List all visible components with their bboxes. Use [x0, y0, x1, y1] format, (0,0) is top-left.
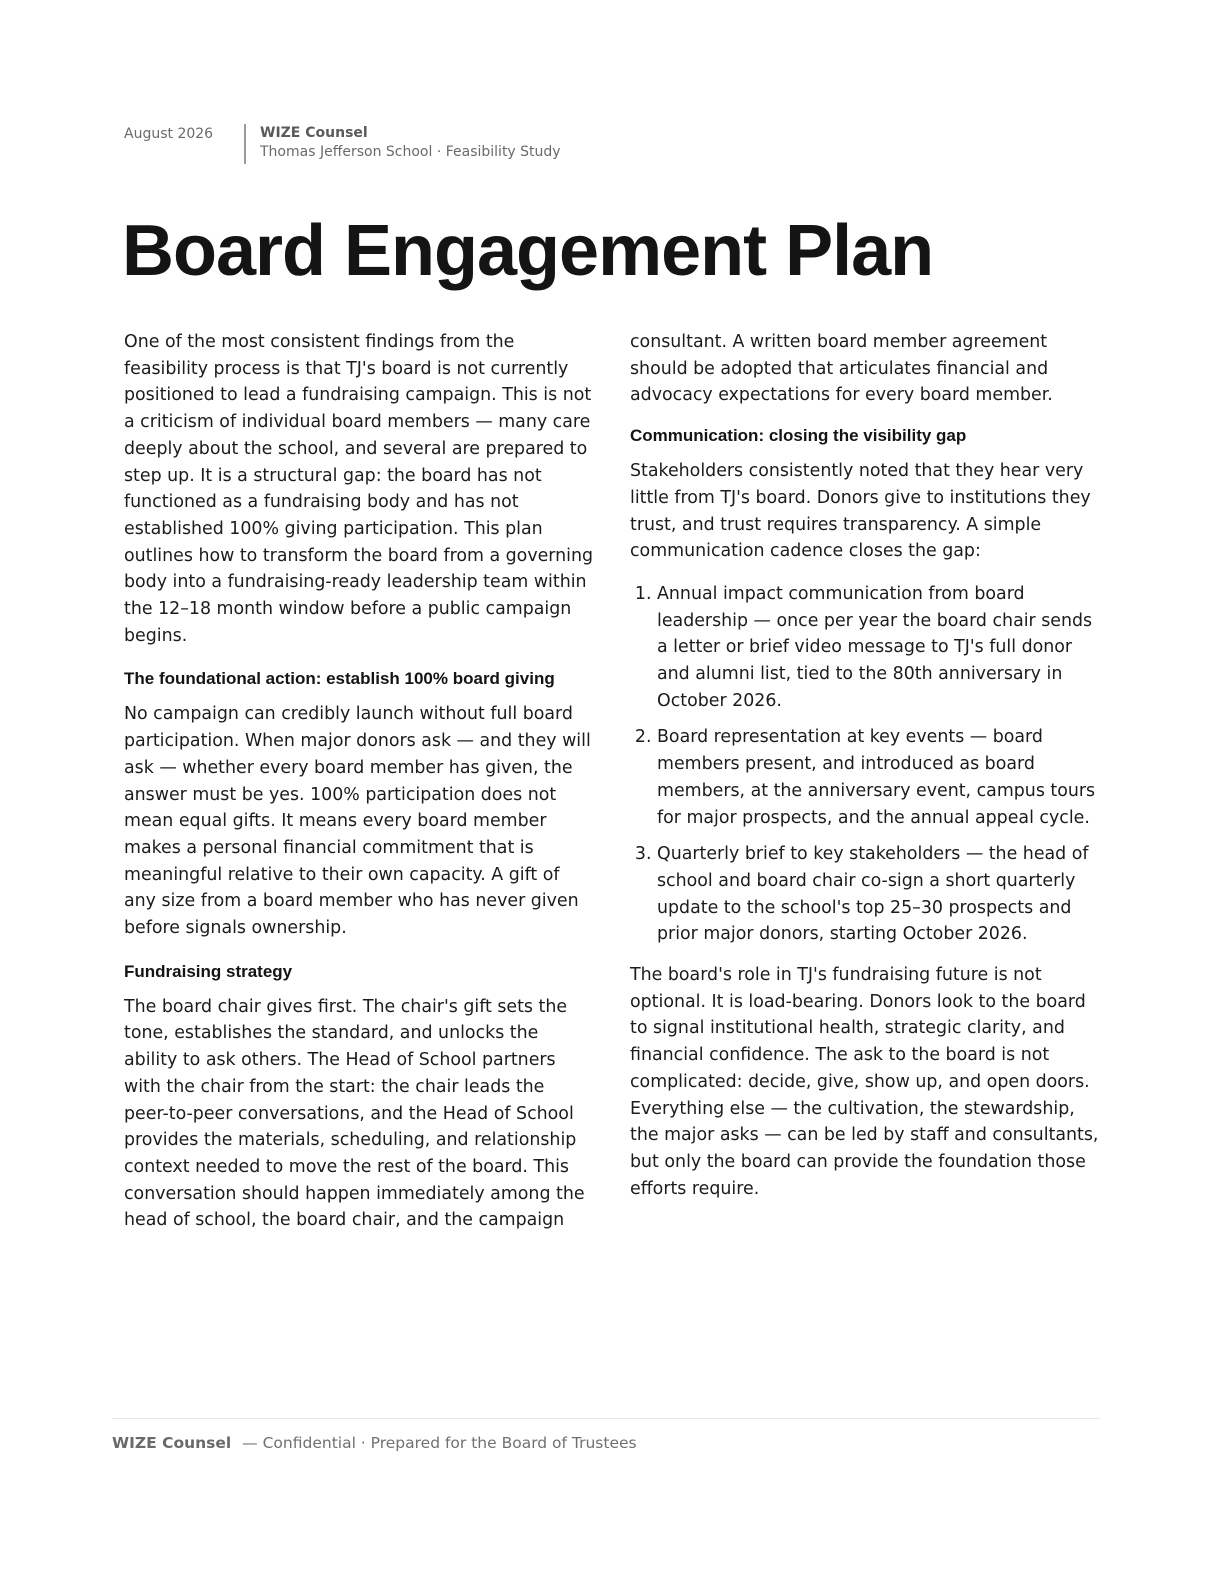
- footer-note: — Confidential · Prepared for the Board of Trustees: [242, 1434, 637, 1452]
- page-title: Board Engagement Plan: [122, 211, 934, 291]
- list-item: 1. Annual impact communication from board leadership — once per year the board chair sends a letter or brief video message to TJ's full donor and alumni list, tied to the 80th anniversary in October 2026.: [657, 581, 1100, 715]
- header-divider: [244, 124, 246, 164]
- header-organization: WIZE Counsel: [260, 125, 368, 141]
- header-subtitle: Thomas Jefferson School · Feasibility Study: [260, 144, 561, 160]
- board-giving-paragraph: No campaign can credibly launch without full board participation. When major donors ask — and they will ask — whether every board member has given, the answer must be yes. 100% participation does not mean equal gifts. It means every board member makes a personal financial commitment that is meaningful relative to their own capacity. A gift of any size from a board member who has never given before signals ownership.: [124, 704, 591, 939]
- section-heading-board-giving: The foundational action: establish 100% board giving: [124, 669, 555, 689]
- closing-paragraph: The board's role in TJ's fundraising future is not optional. It is load-bearing. Donors look to the board to signal institutional health, strategic clarity, and financial confidence. The ask to the board is not complicated: decide, give, show up, and open doors. Everything else — the cultivation, the stewardship, the major asks — can be led by staff and consultants, but only the board can provide the foundation those efforts require.: [630, 965, 1099, 1199]
- communication-paragraph: Stakeholders consistently noted that they hear very little from TJ's board. Donors give to institutions they trust, and trust requires transparency. A simple communication cadence closes the gap:: [630, 461, 1091, 562]
- page-footer: [112, 1433, 637, 1453]
- section-heading-communication: Communication: closing the visibility gap: [630, 426, 967, 446]
- communication-steps-list: [630, 581, 1100, 948]
- footer-organization: WIZE Counsel: [112, 1434, 232, 1452]
- section-heading-fundraising-strategy: Fundraising strategy: [124, 961, 293, 981]
- footer-divider: [112, 1418, 1100, 1419]
- list-item: 3. Quarterly brief to key stakeholders — the head of school and board chair co-sign a short quarterly update to the school's top 25–30 prospects and prior major donors, starting October 2026.: [657, 841, 1100, 948]
- header-meta: [260, 124, 561, 162]
- fundraising-strategy-paragraph: The board chair gives first. The chair's gift sets the tone, establishes the standard, and unlocks the ability to ask others. The Head of School partners with the chair from the start: the chair leads the peer-to-peer conversations, and the Head of School provides the materials, scheduling, and relationship context needed to move the rest of the board. This conversation should happen immediately among the head of school, the board chair, and the campaign: [124, 996, 585, 1231]
- list-item: 2. Board representation at key events — board members present, and introduced as board members, at the anniversary event, campus tours for major prospects, and the annual appeal cycle.: [657, 724, 1100, 831]
- right-column: [630, 329, 1100, 1211]
- document-header: [124, 124, 561, 164]
- document-date: August 2026: [124, 126, 214, 142]
- continuation-paragraph: consultant. A written board member agreement should be adopted that articulates financial and advocacy expectations for every board member.: [630, 332, 1053, 406]
- left-column: [124, 329, 594, 1243]
- intro-paragraph: One of the most consistent findings from the feasibility process is that TJ's board is not currently positioned to lead a fundraising campaign. This is not a criticism of individual board members — many care deeply about the school, and several are prepared to step up. It is a structural gap: the board has not functioned as a fundraising body and has not established 100% giving participation. This plan outlines how to transform the board from a governing body into a fundraising-ready leadership team within the 12–18 month window before a public campaign begins.: [124, 332, 594, 646]
